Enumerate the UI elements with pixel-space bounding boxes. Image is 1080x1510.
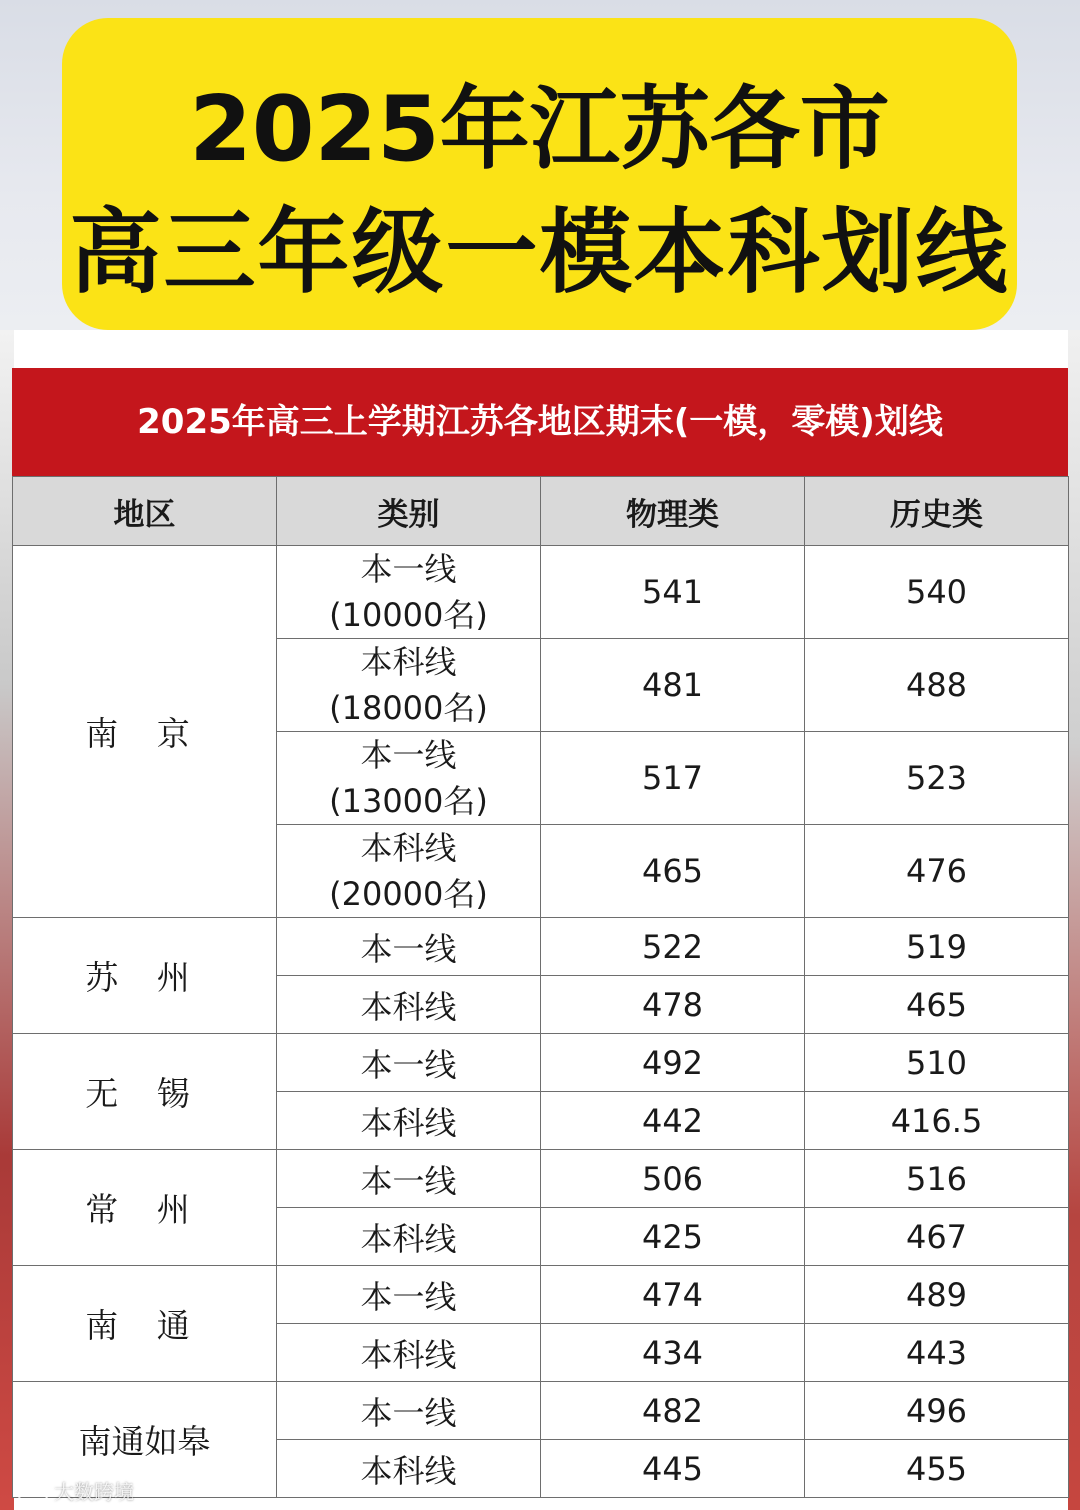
hero-banner <box>62 18 1017 330</box>
score-table <box>12 476 1069 1498</box>
history-score: 465 <box>805 976 1069 1034</box>
watermark-text: 大数跨境 <box>54 1480 134 1504</box>
table-header-row <box>13 477 1069 546</box>
type-cell: 本科线 <box>277 1324 541 1382</box>
history-score: 467 <box>805 1208 1069 1266</box>
physics-score: 465 <box>541 825 805 918</box>
physics-score: 481 <box>541 639 805 732</box>
history-score: 443 <box>805 1324 1069 1382</box>
type-label: 本科线 <box>360 829 457 867</box>
type-quota: (20000名) <box>329 875 488 913</box>
type-label: 本一线 <box>360 736 457 774</box>
type-cell <box>277 639 541 732</box>
type-cell <box>277 732 541 825</box>
region-cell: 苏 州 <box>13 918 277 1034</box>
type-cell: 本一线 <box>277 1034 541 1092</box>
type-cell: 本一线 <box>277 1150 541 1208</box>
physics-score: 541 <box>541 546 805 639</box>
physics-score: 434 <box>541 1324 805 1382</box>
type-cell: 本科线 <box>277 1440 541 1498</box>
physics-score: 506 <box>541 1150 805 1208</box>
history-score: 540 <box>805 546 1069 639</box>
physics-score: 517 <box>541 732 805 825</box>
score-table-card <box>12 368 1068 1498</box>
type-quota: (13000名) <box>329 782 488 820</box>
type-cell: 本科线 <box>277 1092 541 1150</box>
physics-score: 442 <box>541 1092 805 1150</box>
type-cell: 本科线 <box>277 976 541 1034</box>
region-cell: 无 锡 <box>13 1034 277 1150</box>
hero-title-line-1: 2025年江苏各市 <box>189 77 890 182</box>
history-score: 489 <box>805 1266 1069 1324</box>
header-physics: 物理类 <box>541 477 805 546</box>
history-score: 523 <box>805 732 1069 825</box>
physics-score: 425 <box>541 1208 805 1266</box>
history-score: 496 <box>805 1382 1069 1440</box>
table-row <box>13 1150 1069 1208</box>
watermark-logo-icon <box>18 1483 48 1505</box>
table-row <box>13 1034 1069 1092</box>
table-title: 2025年高三上学期江苏各地区期末(一模，零模)划线 <box>12 368 1068 476</box>
history-score: 519 <box>805 918 1069 976</box>
physics-score: 522 <box>541 918 805 976</box>
type-cell: 本一线 <box>277 918 541 976</box>
type-cell: 本科线 <box>277 1208 541 1266</box>
physics-score: 474 <box>541 1266 805 1324</box>
physics-score: 445 <box>541 1440 805 1498</box>
header-type: 类别 <box>277 477 541 546</box>
physics-score: 492 <box>541 1034 805 1092</box>
type-cell: 本一线 <box>277 1382 541 1440</box>
history-score: 516 <box>805 1150 1069 1208</box>
region-cell: 南 京 <box>13 546 277 918</box>
type-cell: 本一线 <box>277 1266 541 1324</box>
type-cell <box>277 546 541 639</box>
table-row <box>13 546 1069 639</box>
type-label: 本科线 <box>360 643 457 681</box>
table-row <box>13 1382 1069 1440</box>
history-score: 488 <box>805 639 1069 732</box>
hero-title-line-2: 高三年级一模本科划线 <box>69 199 1010 306</box>
history-score: 510 <box>805 1034 1069 1092</box>
physics-score: 478 <box>541 976 805 1034</box>
header-region: 地区 <box>13 477 277 546</box>
history-score: 455 <box>805 1440 1069 1498</box>
physics-score: 482 <box>541 1382 805 1440</box>
region-cell: 常 州 <box>13 1150 277 1266</box>
table-row <box>13 918 1069 976</box>
watermark <box>18 1476 134 1505</box>
region-cell: 南通如皋 <box>13 1382 277 1498</box>
type-label: 本一线 <box>360 550 457 588</box>
header-history: 历史类 <box>805 477 1069 546</box>
type-cell <box>277 825 541 918</box>
history-score: 476 <box>805 825 1069 918</box>
right-background-strip <box>1068 330 1080 1510</box>
type-quota: (10000名) <box>329 596 488 634</box>
region-cell: 南 通 <box>13 1266 277 1382</box>
history-score: 416.5 <box>805 1092 1069 1150</box>
type-quota: (18000名) <box>329 689 488 727</box>
table-row <box>13 1266 1069 1324</box>
table-body <box>13 546 1069 1498</box>
